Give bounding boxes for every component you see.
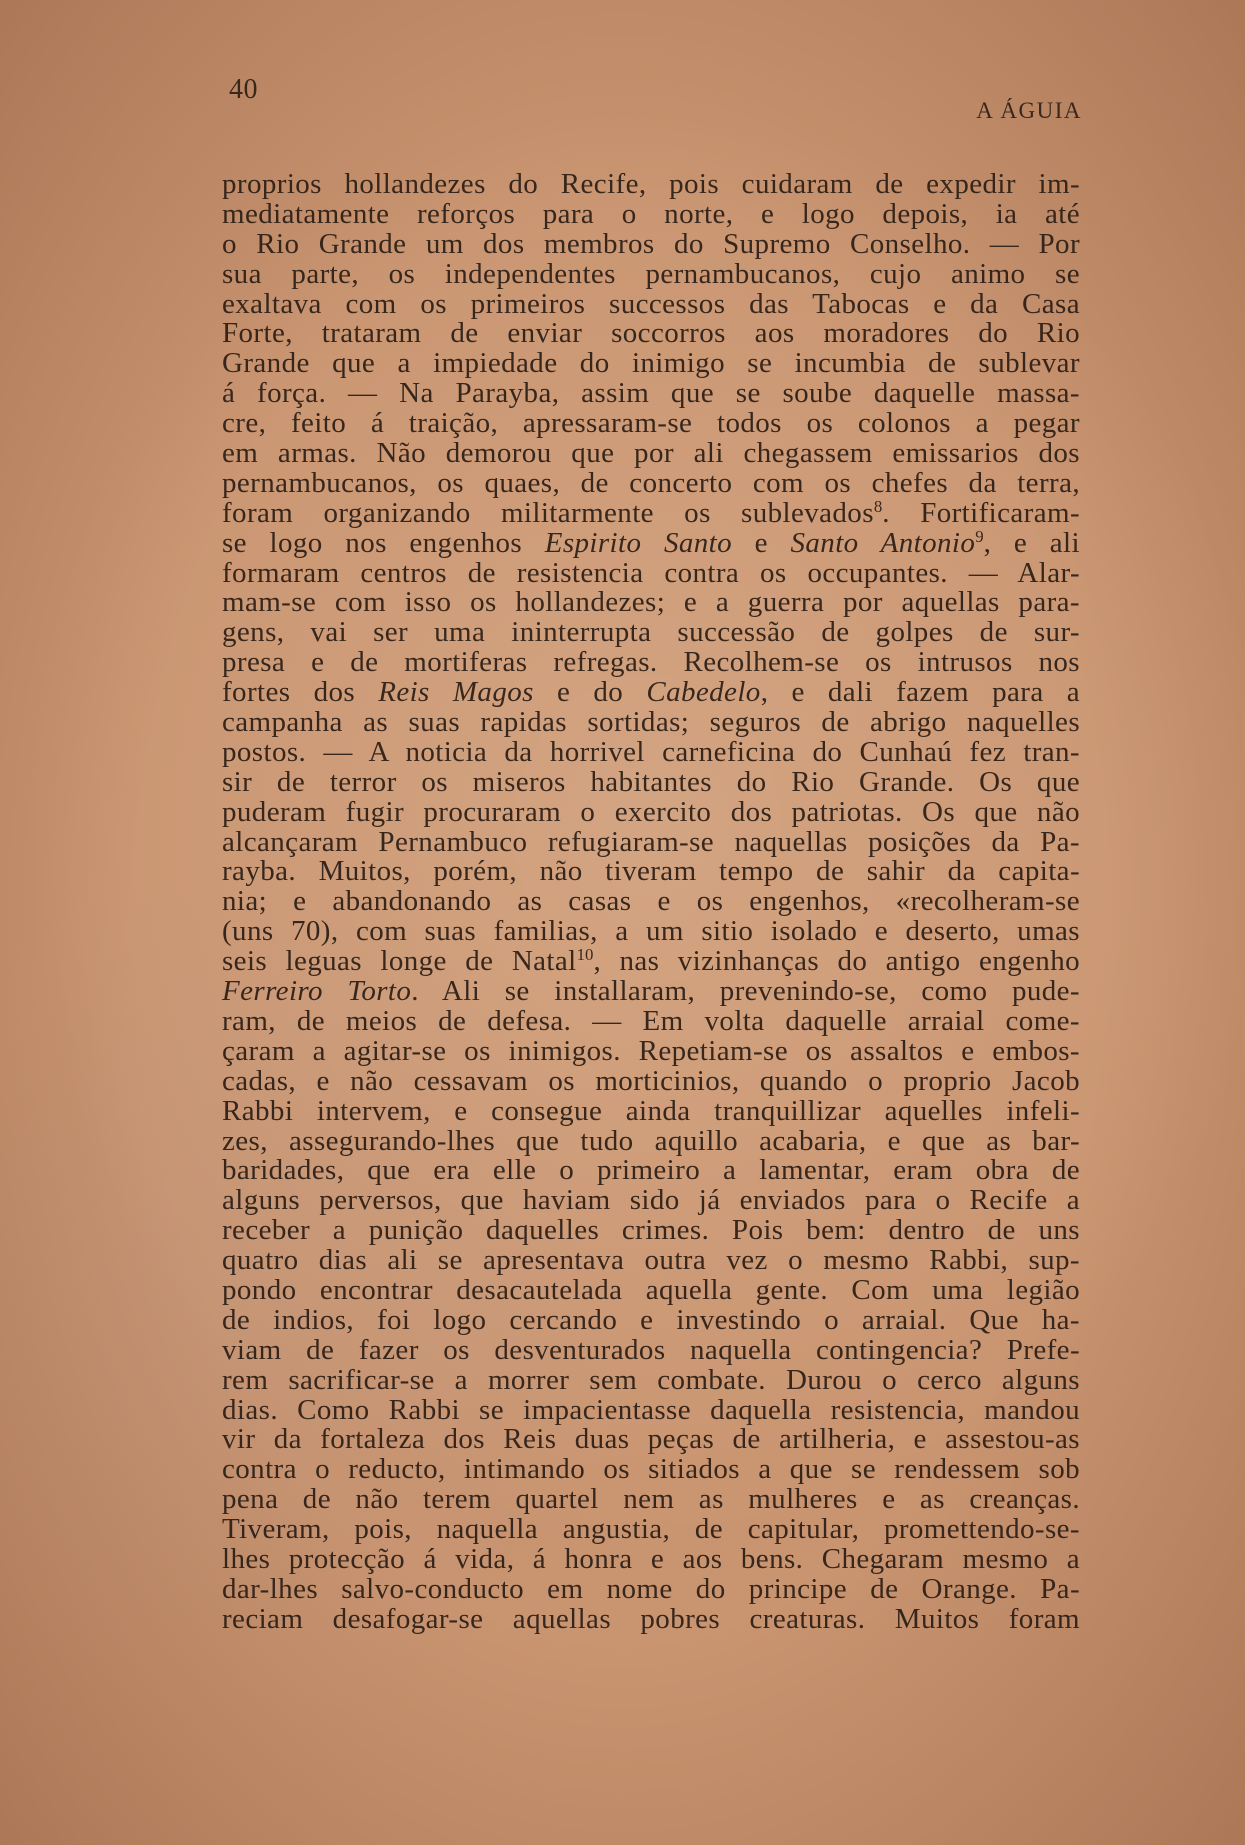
text-line-20: postos. — A noticia da horrivel carneficina do Cunhaú fez tran- [222, 735, 1080, 768]
text-line-38: pondo encontrar desacautelada aquella gente. Com uma legião [222, 1273, 1080, 1306]
text-line-7: Grande que a impiedade do inimigo se incumbia de sublevar [222, 347, 1080, 380]
text-run: . Ali se installaram, prevenindo-se, como pude- [411, 975, 1080, 1008]
italic-text: Ferreiro Torto [222, 975, 412, 1008]
text-line-15: mam-se com isso os hollandezes; e a guerra por aquellas para- [222, 586, 1080, 619]
text-line-46: Tiveram, pois, naquella angustia, de capitular, promettendo-se- [222, 1513, 1080, 1546]
text-line-34: baridades, que era elle o primeiro a lamentar, eram obra de [222, 1154, 1080, 1187]
text-run: . Fortificaram- [882, 496, 1080, 529]
italic-text: Santo Antonio [790, 526, 976, 559]
text-run: se logo nos engenhos [222, 526, 545, 559]
text-line-17: presa e de mortiferas refregas. Recolhem-se os intrusos nos [222, 646, 1080, 679]
text-line-26: (uns 70), com suas familias, a um sitio isolado e deserto, umas [222, 915, 1080, 948]
footnote-marker: 8 [873, 496, 883, 516]
text-line-41: rem sacrificar-se a morrer sem combate. Durou o cerco alguns [222, 1363, 1080, 1396]
text-line-16: gens, vai ser uma ininterrupta successão de golpes de sur- [222, 616, 1080, 649]
text-run: e do [533, 676, 647, 709]
text-line-13 [222, 526, 1080, 559]
text-run: e [732, 526, 791, 559]
footnote-marker: 9 [975, 526, 984, 546]
text-line-49: reciam desafogar-se aquellas pobres creaturas. Muitos foram [222, 1602, 1080, 1635]
text-line-4: sua parte, os independentes pernambucanos, cujo animo se [222, 257, 1080, 290]
text-line-23: alcançaram Pernambuco refugiaram-se naquellas posições da Pa- [222, 825, 1080, 858]
text-line-18 [222, 678, 1080, 708]
text-line-48: dar-lhes salvo-conducto em nome do principe de Orange. Pa- [222, 1572, 1080, 1605]
text-line-21: sir de terror os miseros habitantes do Rio Grande. Os que [222, 765, 1080, 798]
text-line-37: quatro dias ali se apresentava outra vez o mesmo Rabbi, sup- [222, 1244, 1080, 1277]
text-run: foram organizando militarmente os sublevados [222, 496, 874, 529]
text-line-36: receber a punição daquelles crimes. Pois bem: dentro de uns [222, 1214, 1080, 1247]
text-line-6: Forte, trataram de enviar soccorros aos moradores do Rio [222, 317, 1080, 350]
italic-text: Espirito Santo [544, 526, 733, 559]
text-line-43: vir da fortaleza dos Reis duas peças de artilheria, e assestou-as [222, 1423, 1080, 1456]
text-line-3: o Rio Grande um dos membros do Supremo Conselho. — Por [222, 227, 1080, 260]
text-line-29: ram, de meios de defesa. — Em volta daquelle arraial come- [222, 1004, 1080, 1037]
text-line-45: pena de não terem quartel nem as mulheres e as creanças. [222, 1483, 1080, 1516]
text-line-32: Rabbi intervem, e consegue ainda tranquillizar aquelles infeli- [222, 1094, 1080, 1127]
text-block [222, 170, 1080, 1635]
text-run: fortes dos [222, 676, 379, 709]
text-line-24: rayba. Muitos, porém, não tiveram tempo de sahir da capita- [222, 855, 1080, 888]
text-line-8: á força. — Na Parayba, assim que se soube daquelle massa- [222, 377, 1080, 410]
text-run: seis leguas longe de Natal [222, 945, 577, 978]
text-run: , nas vizinhanças do antigo engenho [593, 945, 1080, 978]
text-line-47: lhes protecção á vida, á honra e aos bens. Chegaram mesmo a [222, 1542, 1080, 1575]
text-line-31: cadas, e não cessavam os morticinios, quando o proprio Jacob [222, 1064, 1080, 1097]
text-line-14: formaram centros de resistencia contra os occupantes. — Alar- [222, 556, 1080, 589]
text-run: , e dali fazem para a [760, 676, 1081, 709]
text-line-2: mediatamente reforços para o norte, e logo depois, ia até [222, 197, 1080, 230]
text-line-42: dias. Como Rabbi se impacientasse daquella resistencia, mandou [222, 1393, 1080, 1426]
text-line-1: proprios hollandezes do Recife, pois cuidaram de expedir im- [222, 168, 1080, 200]
text-line-44: contra o reducto, intimando os sitiados a que se rendessem sob [222, 1453, 1080, 1486]
text-line-39: de indios, foi logo cercando e investindo o arraial. Que ha- [222, 1303, 1080, 1336]
text-run: , e ali [983, 526, 1080, 559]
footnote-marker: 10 [576, 945, 594, 965]
text-line-11: pernambucanos, os quaes, de concerto com os chefes da terra, [222, 466, 1080, 499]
text-line-40: viam de fazer os desventurados naquella contingencia? Prefe- [222, 1333, 1080, 1366]
italic-text: Reis Magos [378, 676, 534, 709]
text-line-27 [222, 947, 1080, 977]
text-line-5: exaltava com os primeiros successos das Tabocas e da Casa [222, 287, 1080, 320]
text-line-30: çaram a agitar-se os inimigos. Repetiam-se os assaltos e embos- [222, 1034, 1080, 1067]
italic-text: Cabedelo [646, 676, 761, 709]
text-line-35: alguns perversos, que haviam sido já enviados para o Recife a [222, 1184, 1080, 1217]
text-line-19: campanha as suas rapidas sortidas; seguros de abrigo naquelles [222, 706, 1080, 739]
text-line-22: puderam fugir procuraram o exercito dos patriotas. Os que não [222, 795, 1080, 828]
text-line-28 [222, 977, 1080, 1007]
text-line-25: nia; e abandonando as casas e os engenhos, «recolheram-se [222, 885, 1080, 918]
text-line-33: zes, assegurando-lhes que tudo aquillo acabaria, e que as bar- [222, 1124, 1080, 1157]
text-line-12 [222, 496, 1080, 529]
text-line-10: em armas. Não demorou que por ali chegassem emissarios dos [222, 437, 1080, 470]
page-number: 40 [229, 74, 258, 105]
text-line-9: cre, feito á traição, apressaram-se todos os colonos a pegar [222, 407, 1080, 440]
running-title: A ÁGUIA [976, 98, 1082, 123]
